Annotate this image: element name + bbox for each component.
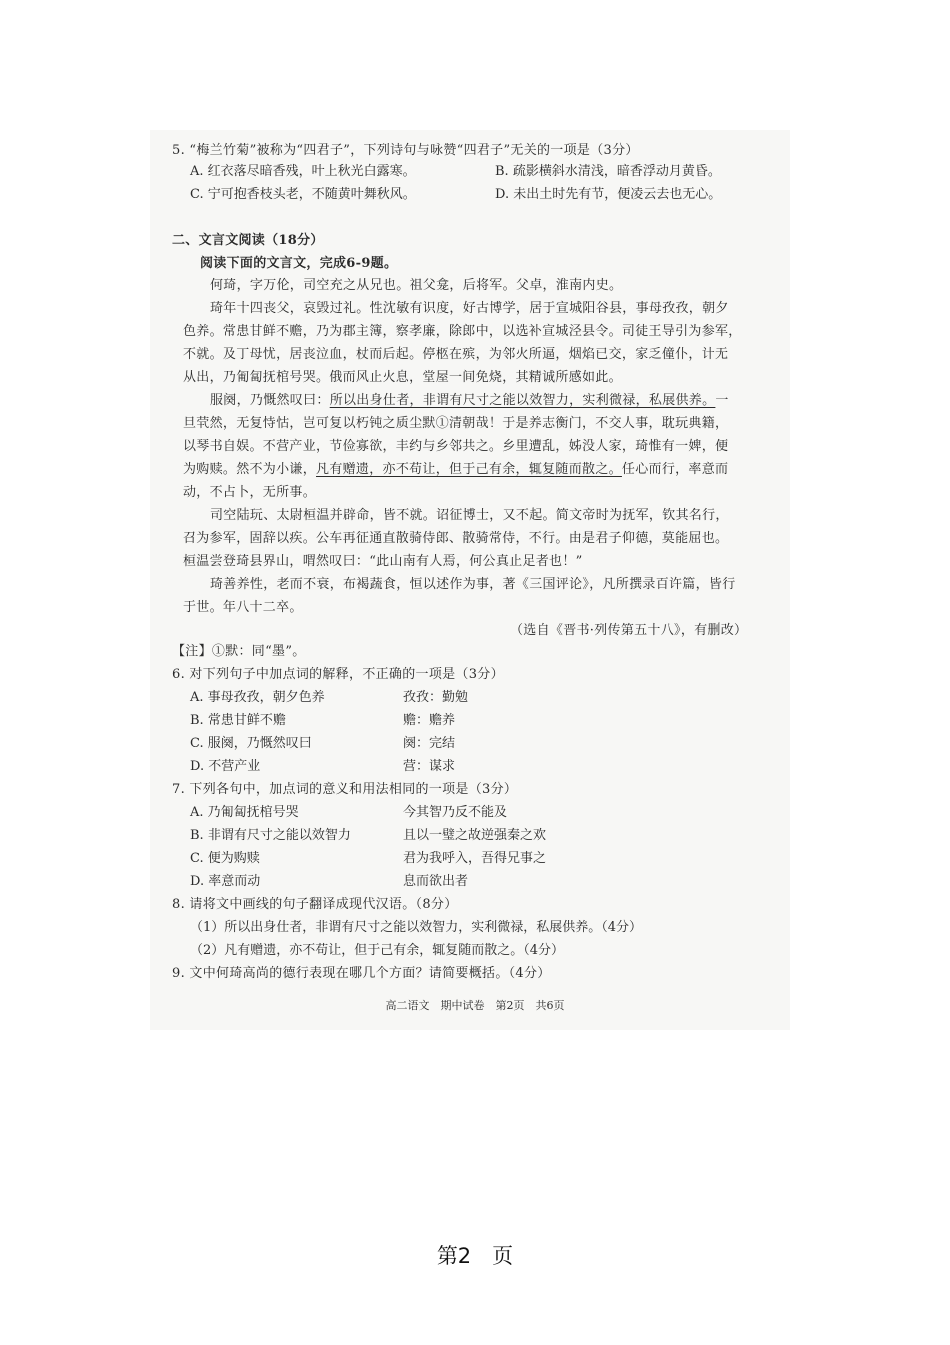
passage-para-1: 何琦，字万伦，司空充之从兄也。祖父龛，后将军。父卓，淮南内史。 — [210, 278, 623, 293]
q7-option: D. 率意而动 — [190, 874, 261, 889]
passage-para-2-line: 琦年十四丧父，哀毁过礼。性沈敏有识度，好古博学，居于宣城阳谷县，事母孜孜，朝夕 — [210, 301, 729, 316]
text-span: 服阕，乃慨然叹曰： — [210, 393, 330, 408]
q7-comparison: 今其智乃反不能及 — [403, 805, 508, 820]
q8-stem: 8. 请将文中画线的句子翻译成现代汉语。（8分） — [172, 897, 458, 912]
underlined-sentence-2: 凡有赠遗，亦不苟让，但于己有余，辄复随而散之。 — [316, 462, 622, 477]
q6-explanation: 孜孜：勤勉 — [403, 690, 469, 705]
q5-option-c: C. 宁可抱香枝头老，不随黄叶舞秋风。 — [190, 187, 416, 202]
q6-option: B. 常患甘鲜不赡 — [190, 713, 286, 728]
underlined-sentence-1: 所以出身仕者，非谓有尺寸之能以效智力，实利微禄，私展供养。 — [329, 393, 716, 408]
passage-para-4-line: 召为参军，固辞以疾。公车再征通直散骑侍郎、散骑常侍，不行。由是君子仰德，莫能屈也。 — [183, 531, 729, 546]
q6-option: A. 事母孜孜，朝夕色养 — [190, 690, 325, 705]
footnote: 【注】①默：同“墨”。 — [172, 644, 306, 659]
q6-explanation: 营：谋求 — [403, 759, 456, 774]
q7-stem: 7. 下列各句中，加点词的意义和用法相同的一项是（3分） — [172, 782, 518, 797]
passage-para-3-line — [183, 461, 728, 479]
passage-para-3-line — [210, 392, 729, 410]
q9-stem: 9. 文中何琦高尚的德行表现在哪几个方面？请简要概括。（4分） — [172, 966, 551, 981]
q6-explanation: 赡：赡养 — [403, 713, 456, 728]
exam-footer: 高二语文 期中试卷 第2页 共6页 — [385, 999, 565, 1012]
section-instruction: 阅读下面的文言文，完成6-9题。 — [200, 256, 398, 271]
q7-option: C. 便为购赎 — [190, 851, 260, 866]
passage-para-3-line: 动，不占卜，无所事。 — [183, 485, 317, 500]
q6-option: D. 不营产业 — [190, 759, 261, 774]
q5-stem: 5. “梅兰竹菊”被称为“四君子”，下列诗句与咏赞“四君子”无关的一项是（3分） — [172, 143, 639, 158]
text-span: 一 — [715, 393, 729, 408]
text-span: 为购赎。然不为小谦， — [183, 462, 317, 477]
passage-para-4-line: 桓温尝登琦县界山，喟然叹曰：“此山南有人焉，何公真止足者也！” — [183, 554, 583, 569]
section-heading: 二、文言文阅读（18分） — [172, 233, 324, 248]
passage-source: （选自《晋书·列传第五十八》，有删改） — [510, 623, 748, 638]
q7-option: B. 非谓有尺寸之能以效智力 — [190, 828, 351, 843]
passage-para-5-line: 琦善养性，老而不衰，布褐蔬食，恒以述作为事，著《三国评论》，凡所撰录百许篇，皆行 — [210, 577, 736, 592]
text-span: 任心而行，率意而 — [621, 462, 729, 477]
passage-para-2-line: 色养。常患甘鲜不赡，乃为郡主簿，察孝廉，除郎中，以选补宣城泾县令。司徒王导引为参军， — [183, 324, 742, 339]
q8-sentence-2: （2）凡有赠遗，亦不苟让，但于己有余，辄复随而散之。（4分） — [190, 943, 565, 958]
passage-para-2-line: 从出，乃匍匐抚棺号哭。俄而风止火息，堂屋一间免烧，其精诚所感如此。 — [183, 370, 622, 385]
q5-option-a: A. 红衣落尽暗香残，叶上秋光白露寒。 — [190, 164, 416, 179]
passage-para-5-line: 于世。年八十二卒。 — [183, 600, 303, 615]
passage-para-4-line: 司空陆玩、太尉桓温并辟命，皆不就。诏征博士，又不起。简文帝时为抚军，钦其名行， — [210, 508, 729, 523]
page-number: 第2 页 — [436, 1244, 514, 1268]
q5-option-b: B. 疏影横斜水清浅，暗香浮动月黄昏。 — [495, 164, 721, 179]
passage-para-2-line: 不就。及丁母忧，居丧泣血，杖而后起。停柩在殡，为邻火所逼，烟焰已交，家乏僮仆，计无 — [183, 347, 729, 362]
q7-comparison: 息而欲出者 — [403, 874, 469, 889]
q6-option: C. 服阕，乃慨然叹曰 — [190, 736, 312, 751]
q7-comparison: 且以一璧之故逆强秦之欢 — [403, 828, 547, 843]
q5-option-d: D. 未出土时先有节，便凌云去也无心。 — [495, 187, 722, 202]
q7-comparison: 君为我呼入，吾得兄事之 — [403, 851, 547, 866]
q6-stem: 6. 对下列句子中加点词的解释，不正确的一项是（3分） — [172, 667, 504, 682]
q6-explanation: 阕：完结 — [403, 736, 456, 751]
passage-para-3-line: 以琴书自娱。不营产业，节俭寡欲，丰约与乡邻共之。乡里遭乱，姊没人家，琦惟有一婢，便 — [183, 439, 729, 454]
q8-sentence-1: （1）所以出身仕者，非谓有尺寸之能以效智力，实利微禄，私展供养。（4分） — [190, 920, 643, 935]
passage-para-3-line: 旦茕然，无复恃怙，岂可复以朽钝之质尘默①清朝哉！于是养志衡门，不交人事，耽玩典籍， — [183, 416, 729, 431]
q7-option: A. 乃匍匐抚棺号哭 — [190, 805, 299, 820]
